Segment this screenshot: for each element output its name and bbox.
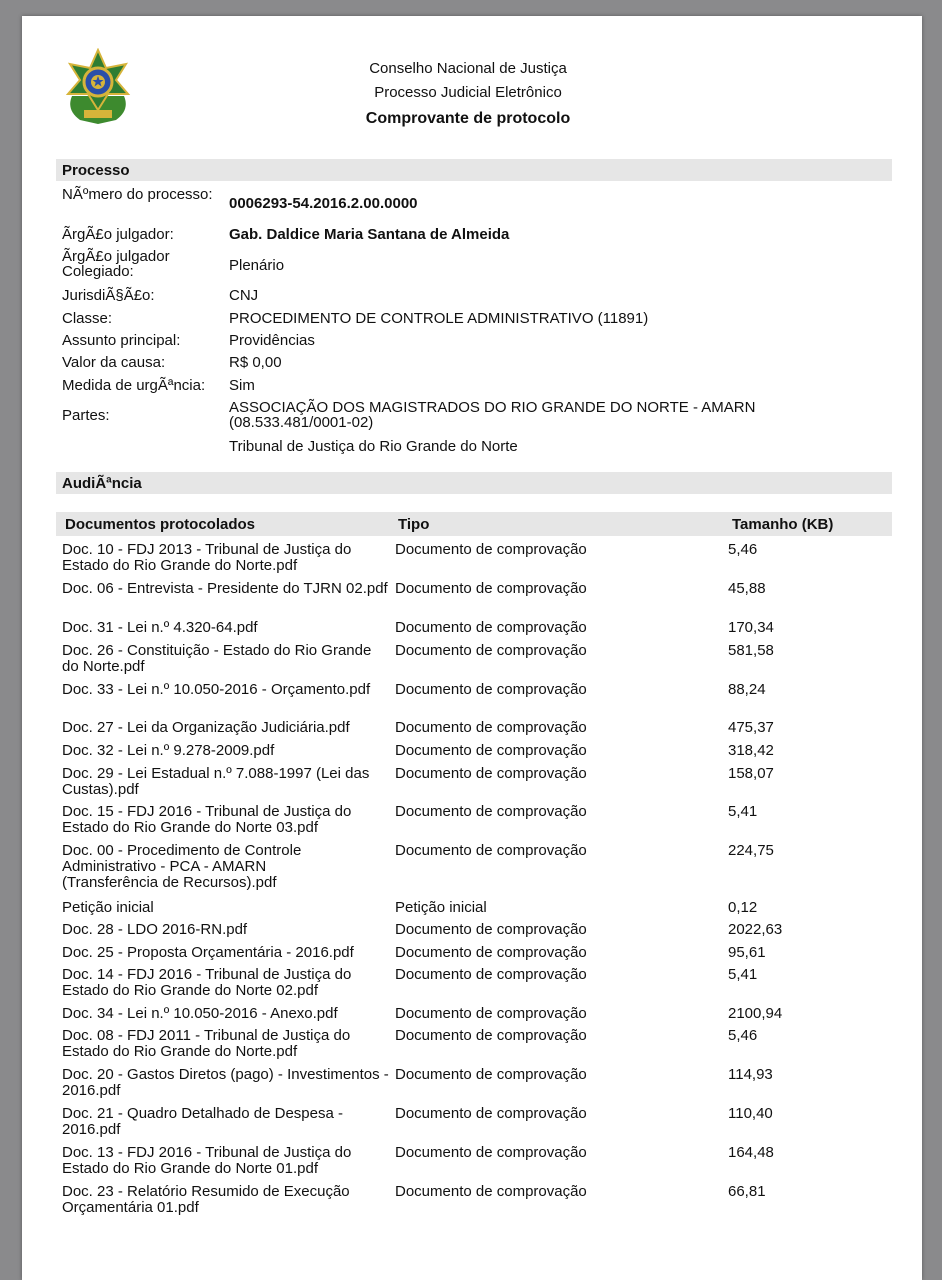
doc-type-cell: Documento de comprovação: [395, 966, 587, 983]
field-value-medida: Sim: [229, 377, 255, 394]
field-label-colegiado: ÃrgÃ£o julgador Colegiado:: [62, 248, 170, 280]
column-header-tipo: Tipo: [398, 516, 430, 533]
doc-type-cell: Documento de comprovação: [395, 580, 587, 597]
doc-name-cell: Doc. 25 - Proposta Orçamentária - 2016.pdf: [62, 944, 354, 961]
doc-size-cell: 5,46: [728, 1027, 758, 1044]
doc-type-cell: Documento de comprovação: [395, 1066, 587, 1083]
doc-name-cell: Doc. 21 - Quadro Detalhado de Despesa - 2016.pdf: [62, 1105, 343, 1138]
doc-size-cell: 66,81: [728, 1183, 766, 1200]
doc-type-cell: Documento de comprovação: [395, 842, 587, 859]
doc-size-cell: 5,46: [728, 541, 758, 558]
field-label-partes: Partes:: [62, 407, 110, 424]
doc-name-cell: Doc. 32 - Lei n.º 9.278-2009.pdf: [62, 742, 275, 759]
doc-type-cell: Documento de comprovação: [395, 742, 587, 759]
doc-type-cell: Documento de comprovação: [395, 642, 587, 659]
doc-type-cell: Petição inicial: [395, 899, 487, 916]
doc-size-cell: 114,93: [728, 1066, 773, 1083]
doc-name-cell: Doc. 27 - Lei da Organização Judiciária.pdf: [62, 719, 350, 736]
doc-type-cell: Documento de comprovação: [395, 681, 587, 698]
field-label-jurisdicao: JurisdiÃ§Ã£o:: [62, 287, 155, 304]
section-audiencia-header: AudiÃªncia: [56, 472, 892, 494]
doc-type-cell: Documento de comprovação: [395, 1105, 587, 1122]
documents-table-header: [56, 512, 892, 536]
doc-name-cell: Doc. 20 - Gastos Diretos (pago) - Investimentos - 2016.pdf: [62, 1066, 389, 1099]
doc-size-cell: 0,12: [728, 899, 758, 916]
doc-type-cell: Documento de comprovação: [395, 1144, 587, 1161]
issuer-name: Conselho Nacional de Justiça: [369, 60, 567, 77]
doc-size-cell: 88,24: [728, 681, 766, 698]
doc-name-cell: Doc. 31 - Lei n.º 4.320-64.pdf: [62, 619, 258, 636]
doc-type-cell: Documento de comprovação: [395, 1027, 587, 1044]
doc-name-cell: Doc. 34 - Lei n.º 10.050-2016 - Anexo.pdf: [62, 1005, 338, 1022]
field-value-numero: 0006293-54.2016.2.00.0000: [229, 195, 418, 212]
field-value-parte-1: ASSOCIAÇÃO DOS MAGISTRADOS DO RIO GRANDE DO NORTE - AMARN (08.533.481/0001-02): [229, 399, 756, 431]
doc-name-cell: Doc. 10 - FDJ 2013 - Tribunal de Justiça do Estado do Rio Grande do Norte.pdf: [62, 541, 352, 574]
doc-name-cell: Doc. 29 - Lei Estadual n.º 7.088-1997 (Lei das Custas).pdf: [62, 765, 370, 798]
doc-name-cell: Petição inicial: [62, 899, 154, 916]
doc-name-cell: Doc. 26 - Constituição - Estado do Rio Grande do Norte.pdf: [62, 642, 372, 675]
field-value-parte-2: Tribunal de Justiça do Rio Grande do Norte: [229, 438, 518, 455]
doc-size-cell: 158,07: [728, 765, 774, 782]
doc-size-cell: 2022,63: [728, 921, 783, 938]
doc-size-cell: 5,41: [728, 966, 758, 983]
doc-size-cell: 164,48: [728, 1144, 774, 1161]
field-value-valor: R$ 0,00: [229, 354, 282, 371]
field-label-medida: Medida de urgÃªncia:: [62, 377, 206, 394]
section-processo-header: Processo: [56, 159, 892, 181]
field-label-classe: Classe:: [62, 310, 113, 327]
doc-type-cell: Documento de comprovação: [395, 765, 587, 782]
page-title: Comprovante de protocolo: [365, 110, 571, 127]
doc-type-cell: Documento de comprovação: [395, 944, 587, 961]
doc-size-cell: 110,40: [728, 1105, 773, 1122]
column-header-documentos: Documentos protocolados: [65, 516, 256, 533]
doc-type-cell: Documento de comprovação: [395, 541, 587, 558]
doc-type-cell: Documento de comprovação: [395, 921, 587, 938]
doc-name-cell: Doc. 08 - FDJ 2011 - Tribunal de Justiça do Estado do Rio Grande do Norte.pdf: [62, 1027, 351, 1060]
doc-size-cell: 45,88: [728, 580, 766, 597]
doc-size-cell: 318,42: [728, 742, 774, 759]
doc-type-cell: Documento de comprovação: [395, 1183, 587, 1200]
doc-size-cell: 475,37: [728, 719, 774, 736]
doc-name-cell: Doc. 15 - FDJ 2016 - Tribunal de Justiça do Estado do Rio Grande do Norte 03.pdf: [62, 803, 352, 836]
doc-name-cell: Doc. 23 - Relatório Resumido de Execução Orçamentária 01.pdf: [62, 1183, 350, 1216]
doc-type-cell: Documento de comprovação: [395, 719, 587, 736]
field-label-orgao: ÃrgÃ£o julgador:: [62, 226, 174, 243]
system-name: Processo Judicial Eletrônico: [374, 84, 562, 101]
column-header-tamanho: Tamanho (KB): [732, 516, 834, 533]
doc-size-cell: 224,75: [728, 842, 774, 859]
field-value-orgao: Gab. Daldice Maria Santana de Almeida: [229, 226, 510, 243]
field-label-valor: Valor da causa:: [62, 354, 166, 371]
doc-name-cell: Doc. 00 - Procedimento de Controle Administrativo - PCA - AMARN (Transferência de Recursos).pdf: [62, 842, 302, 891]
doc-type-cell: Documento de comprovação: [395, 1005, 587, 1022]
doc-name-cell: Doc. 06 - Entrevista - Presidente do TJRN 02.pdf: [62, 580, 388, 597]
doc-type-cell: Documento de comprovação: [395, 619, 587, 636]
doc-type-cell: Documento de comprovação: [395, 803, 587, 820]
doc-name-cell: Doc. 13 - FDJ 2016 - Tribunal de Justiça do Estado do Rio Grande do Norte 01.pdf: [62, 1144, 352, 1177]
doc-size-cell: 170,34: [728, 619, 774, 636]
field-value-jurisdicao: CNJ: [229, 287, 259, 304]
document-page: [22, 16, 922, 1280]
field-value-classe: PROCEDIMENTO DE CONTROLE ADMINISTRATIVO (11891): [229, 310, 649, 327]
field-label-numero: NÃºmero do processo:: [62, 186, 213, 203]
doc-size-cell: 95,61: [728, 944, 766, 961]
doc-size-cell: 5,41: [728, 803, 758, 820]
doc-size-cell: 2100,94: [728, 1005, 783, 1022]
doc-size-cell: 581,58: [728, 642, 774, 659]
field-label-assunto: Assunto principal:: [62, 332, 181, 349]
doc-name-cell: Doc. 14 - FDJ 2016 - Tribunal de Justiça do Estado do Rio Grande do Norte 02.pdf: [62, 966, 352, 999]
doc-name-cell: Doc. 28 - LDO 2016-RN.pdf: [62, 921, 248, 938]
doc-name-cell: Doc. 33 - Lei n.º 10.050-2016 - Orçamento.pdf: [62, 681, 371, 698]
field-value-colegiado: Plenário: [229, 257, 285, 274]
field-value-assunto: Providências: [229, 332, 315, 349]
